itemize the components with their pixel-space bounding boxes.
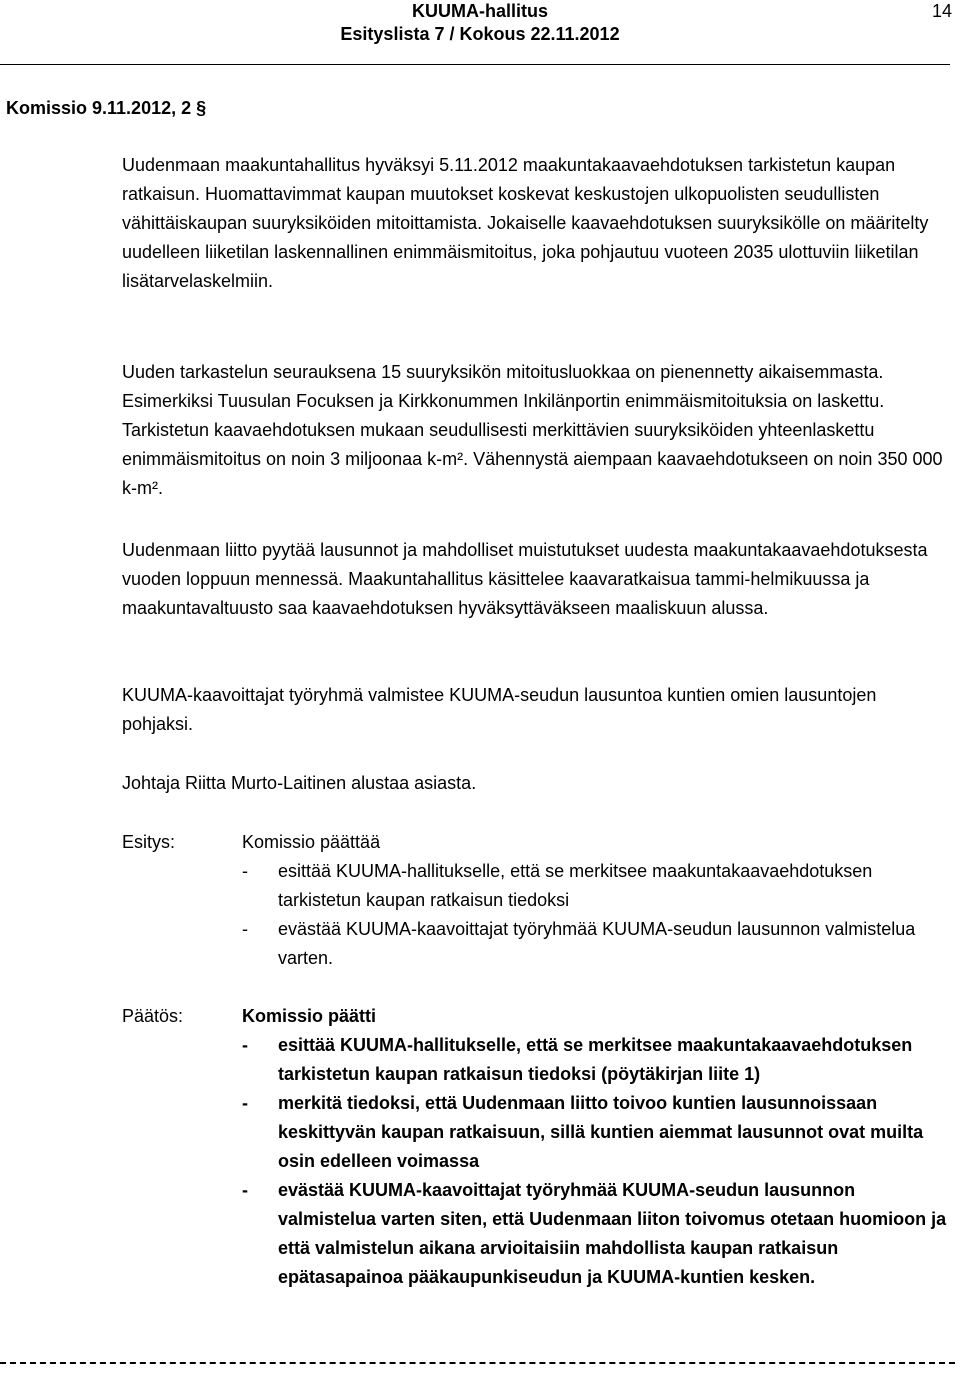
proposal-title: Komissio päättää	[242, 832, 381, 852]
decision-item	[242, 1089, 952, 1176]
page-number: 14	[931, 1, 952, 21]
proposal-list	[242, 857, 952, 973]
proposal-item	[242, 915, 952, 973]
list-dash: -	[242, 861, 248, 881]
proposal-label: Esitys:	[122, 832, 176, 852]
paragraph-4: KUUMA-kaavoittajat työryhmä valmistee KUUMA-seudun lausuntoa kuntien omien lausuntojen pohjaksi.	[122, 685, 877, 734]
list-dash: -	[242, 1180, 248, 1200]
decision-title: Komissio päätti	[242, 1006, 377, 1026]
header-organization: KUUMA-hallitus	[412, 1, 548, 21]
list-dash: -	[242, 919, 248, 939]
decision-item-text: esittää KUUMA-hallitukselle, että se merkitsee maakuntakaavaehdotuksen tarkistetun kaupan ratkaisun tiedoksi (pöytäkirjan liite 1)	[278, 1035, 913, 1084]
decision-item-text: evästää KUUMA-kaavoittajat työryhmää KUUMA-seudun lausunnon valmistelua varten siten, että Uudenmaan liiton toivomus otetaan huomioon ja että valmistelun aikana arvioitaisiin mahdollista kaupan ratkaisun epätasapainoa pääkaupunkiseudun ja KUUMA-kuntien kesken.	[278, 1180, 947, 1287]
page-header	[0, 0, 960, 66]
paragraph-3: Uudenmaan liitto pyytää lausunnot ja mahdolliset muistutukset uudesta maakuntakaavaehdotuksesta vuoden loppuun mennessä. Maakuntahallitus käsittelee kaavaratkaisua tammi-helmikuussa ja maakuntavaltuusto saa kaavaehdotuksen hyväksyttäväkseen maaliskuun alussa.	[122, 540, 928, 618]
footer-dashed-divider	[0, 1362, 955, 1364]
proposal-item-text: esittää KUUMA-hallitukselle, että se merkitsee maakuntakaavaehdotuksen tarkistetun kaupan ratkaisun tiedoksi	[278, 861, 873, 910]
header-divider	[0, 64, 950, 65]
list-dash: -	[242, 1035, 248, 1055]
header-meeting-info: Esityslista 7 / Kokous 22.11.2012	[340, 24, 620, 44]
decision-item	[242, 1031, 952, 1089]
decision-content	[242, 1002, 952, 1292]
decision-label: Päätös:	[122, 1006, 184, 1026]
section-heading: Komissio 9.11.2012, 2 §	[6, 98, 207, 118]
paragraph-5: Johtaja Riitta Murto-Laitinen alustaa asiasta.	[122, 773, 477, 793]
decision-item	[242, 1176, 952, 1292]
list-dash: -	[242, 1093, 248, 1113]
decision-list	[242, 1031, 952, 1292]
proposal-item-text: evästää KUUMA-kaavoittajat työryhmää KUUMA-seudun lausunnon valmistelua varten.	[278, 919, 916, 968]
paragraph-1: Uudenmaan maakuntahallitus hyväksyi 5.11.2012 maakuntakaavaehdotuksen tarkistetun kaupan ratkaisun. Huomattavimmat kaupan muutokset koskevat keskustojen ulkopuolisten seudullisten vähittäiskaupan suuryksiköiden mitoittamista. Jokaiselle kaavaehdotuksen suuryksikölle on määritelty uudelleen liiketilan laskennallinen enimmäismitoitus, joka pohjautuu vuoteen 2035 ulottuviin liiketilan lisätarvelaskelmiin.	[122, 155, 929, 291]
proposal-item	[242, 857, 952, 915]
proposal-content	[242, 828, 952, 973]
decision-item-text: merkitä tiedoksi, että Uudenmaan liitto toivoo kuntien lausunnoissaan keskittyvän kaupan ratkaisuun, sillä kuntien aiemmat lausunnot ovat muilta osin edelleen voimassa	[278, 1093, 924, 1171]
paragraph-2: Uuden tarkastelun seurauksena 15 suuryksikön mitoitusluokkaa on pienennetty aikaisemmasta. Esimerkiksi Tuusulan Focuksen ja Kirkkonummen Inkilänportin enimmäismitoituksia on laskettu. Tarkistetun kaavaehdotuksen mukaan seudullisesti merkittävien suuryksiköiden yhteenlaskettu enimmäismitoitus on noin 3 miljoonaa k-m². Vähennystä aiempaan kaavaehdotukseen on noin 350 000 k-m².	[122, 362, 943, 498]
